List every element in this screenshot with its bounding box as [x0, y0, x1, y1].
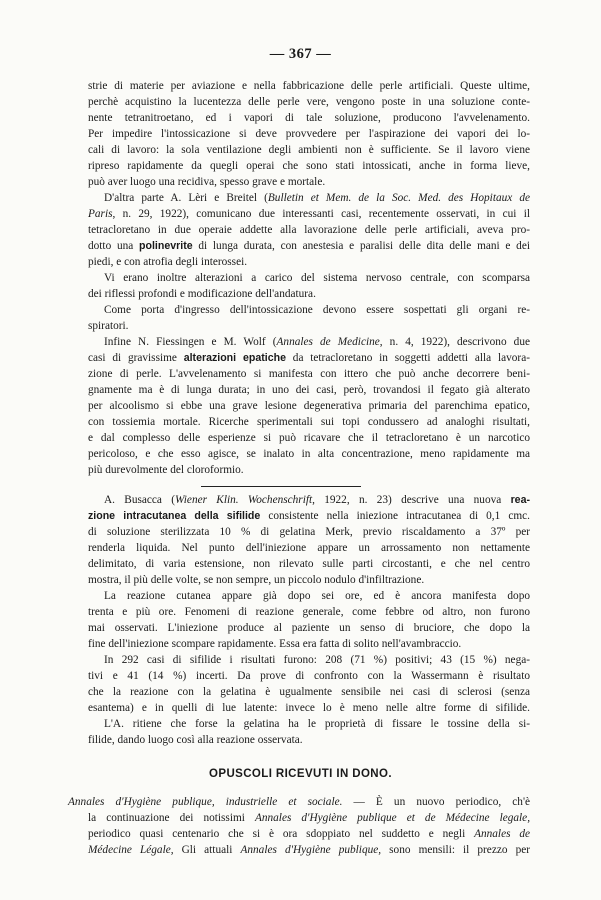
text-span: Infine N. Fiessingen e M. Wolf ( — [104, 336, 277, 348]
text-span: di lunga durata, con anestesia e paralisi delle dita delle mani e dei — [192, 240, 530, 252]
text-line — [88, 510, 530, 523]
citation: Paris — [88, 208, 113, 220]
text-line: delimitato, di varia estensione, non rilevato sulle parti circostanti, e che nel centro — [88, 558, 530, 570]
text-line: strie di materie per aviazione e nella fabbricazione delle perle artificiali. Queste ultime, — [88, 80, 530, 92]
citation: Wiener Klin. Wochenschrift — [175, 494, 313, 506]
text-span: dotto una — [88, 240, 140, 252]
citation: Bulletin et Mem. de la Soc. Med. des Hopitaux de — [267, 192, 530, 204]
text-line: trenta e più ore. Fenomeni di reazione generale, come febbre od altro, non furono — [88, 606, 530, 618]
text-line: Come porta d'ingresso dell'intossicazione devono essere sospettati gli organi re- — [104, 304, 530, 316]
text-line: tivi e 41 (14 %) incerti. Da prove di confronto con la Wassermann è risultato — [88, 670, 530, 682]
bold-term: polinevrite — [139, 240, 193, 252]
text-span: da tetracloretano in soggetti addetti alla lavora- — [286, 352, 530, 364]
text-line: pericoloso, e che esso agisce, se inalato in alta concentrazione, meno rapidamente ma — [88, 448, 530, 460]
text-span: , 1922, n. 23) descrive una nuova — [312, 494, 511, 506]
text-line: esantema) e in quelli di lue latente: invece lo è meno nelle altre forme di sifilide. — [88, 702, 530, 714]
text-line: Vi erano inoltre alterazioni a carico del sistema nervoso centrale, con scomparsa — [104, 272, 530, 284]
bold-term: zione intracutanea della sifilide — [88, 510, 261, 522]
text-line: Per impedire l'intossicazione si deve provvedere per l'aspirazione dei vapori dei lo- — [88, 128, 530, 140]
text-line — [88, 828, 530, 841]
text-line: tetracloretano in due operaie addette alla lavorazione delle perle artificiali, aveva pro- — [88, 224, 530, 236]
text-line — [88, 208, 530, 221]
citation: Médecine Légale, — [88, 844, 174, 856]
text-line — [88, 844, 530, 857]
text-line — [104, 336, 530, 349]
text-span: casi di gravissime — [88, 352, 184, 364]
citation: Annales d'Hygiène publique, industrielle et sociale. — [68, 796, 343, 808]
text-line: piedi, e con atrofia degli interossei. — [88, 256, 248, 268]
text-line: zione di perle. L'avvelenamento si manifesta con ittero che può anche decorrere beni- — [88, 368, 530, 380]
text-span: periodico quasi centenario che si è ora sdoppiato nel suddetto e negli — [88, 828, 475, 840]
text-line — [68, 796, 530, 809]
text-line: dei riflessi profondi e modificazione dell'andatura. — [88, 288, 316, 300]
text-line — [104, 192, 530, 205]
text-span: la continuazione dei notissimi — [88, 812, 255, 824]
text-line: più durevolmente del cloroformio. — [88, 464, 244, 476]
text-line: fine dell'iniezione scompare rapidamente. Essa era fatta di solito nell'avambraccio. — [88, 638, 462, 650]
section-divider — [201, 486, 361, 487]
text-line: può aver luogo una recidiva, spesso grave e mortale. — [88, 176, 326, 188]
text-span: , n. 4, 1922), descrivono due — [379, 336, 530, 348]
text-span: Gli attuali — [173, 844, 241, 856]
text-span: consistente nella iniezione intracutanea di 0,1 cmc. — [260, 510, 530, 522]
text-line: spiratori. — [88, 320, 129, 332]
section-heading: OPUSCOLI RICEVUTI IN DONO. — [209, 768, 392, 780]
text-line: cali di lavoro: la sola ventilazione degli ambienti non è sufficiente. Se il lavoro viene — [88, 144, 530, 156]
text-line: con tossiemia mortale. Ricerche sperimentali sui topi condussero ad analoghi risultati, — [88, 416, 530, 428]
bold-term: alterazioni epatiche — [183, 352, 286, 364]
citation: Annales d'Hygiène publique, — [240, 844, 382, 856]
text-span: sono mensili: il prezzo per — [381, 844, 531, 856]
bold-term: rea- — [510, 494, 530, 506]
text-line: La reazione cutanea appare già dopo sei ore, ed è ancora manifesta dopo — [104, 590, 530, 602]
text-line: di soluzione sterilizzata 10 % di gelatina Merk, previo riscaldamento a 37º per — [88, 526, 530, 538]
text-line: per alcoolismo si ebbe una grave lesione degenerativa primaria del parenchima epatico, — [88, 400, 530, 412]
page-number: — 367 — — [269, 46, 332, 62]
text-line — [88, 240, 530, 253]
text-line: nente tetranitroetano, ed i vapori di tale soluzione, producono l'avvelenamento. — [88, 112, 530, 124]
text-line: ripreso rapidamente da quegli operai che sono stati intossicati, anche in forma lieve, — [88, 160, 530, 172]
text-line: mostra, il più delle volte, se non sempre, un piccolo nodulo d'infiltrazione. — [88, 574, 425, 586]
text-line — [88, 352, 530, 365]
text-line: e dal complesso delle esperienze si può ricavare che il tetracloretano è un narcotico — [88, 432, 530, 444]
citation: Annales de — [474, 828, 530, 840]
text-line: L'A. ritiene che forse la gelatina ha le proprietà di fissare le tossine della si- — [104, 718, 530, 730]
text-span: D'altra parte A. Lèri e Breitel ( — [104, 192, 268, 204]
text-line — [104, 494, 530, 507]
citation: Annales de Medicine — [276, 336, 380, 348]
text-span: A. Busacca ( — [104, 494, 175, 506]
citation: Annales d'Hygiène publique et de Médecine legale, — [254, 812, 531, 824]
text-span: — È un nuovo periodico, ch'è — [342, 796, 530, 808]
text-line: renderla liquida. Nel punto dell'iniezione appare un arrossamento non nettamente — [88, 542, 530, 554]
text-line — [88, 812, 530, 825]
text-line: filide, dando luogo così alla reazione osservata. — [88, 734, 303, 746]
text-line: perchè acquistino la lucentezza delle perle vere, vengono poste in una soluzione conte- — [88, 96, 530, 108]
text-line: che la reazione con la gelatina è ugualmente sensibile nei casi di sclerosi (senza — [88, 686, 530, 698]
text-line: mai osservati. L'iniezione produce al paziente un senso di bruciore, che dopo la — [88, 622, 530, 634]
text-span: , n. 29, 1922), comunicano due interessanti casi, recentemente osservati, in cui il — [112, 208, 530, 220]
text-line: gnamente ma è di lunga durata; in uno dei casi, però, trovandosi il fegato già alterato — [88, 384, 530, 396]
text-line: In 292 casi di sifilide i risultati furono: 208 (71 %) positivi; 43 (15 %) nega- — [104, 654, 530, 666]
